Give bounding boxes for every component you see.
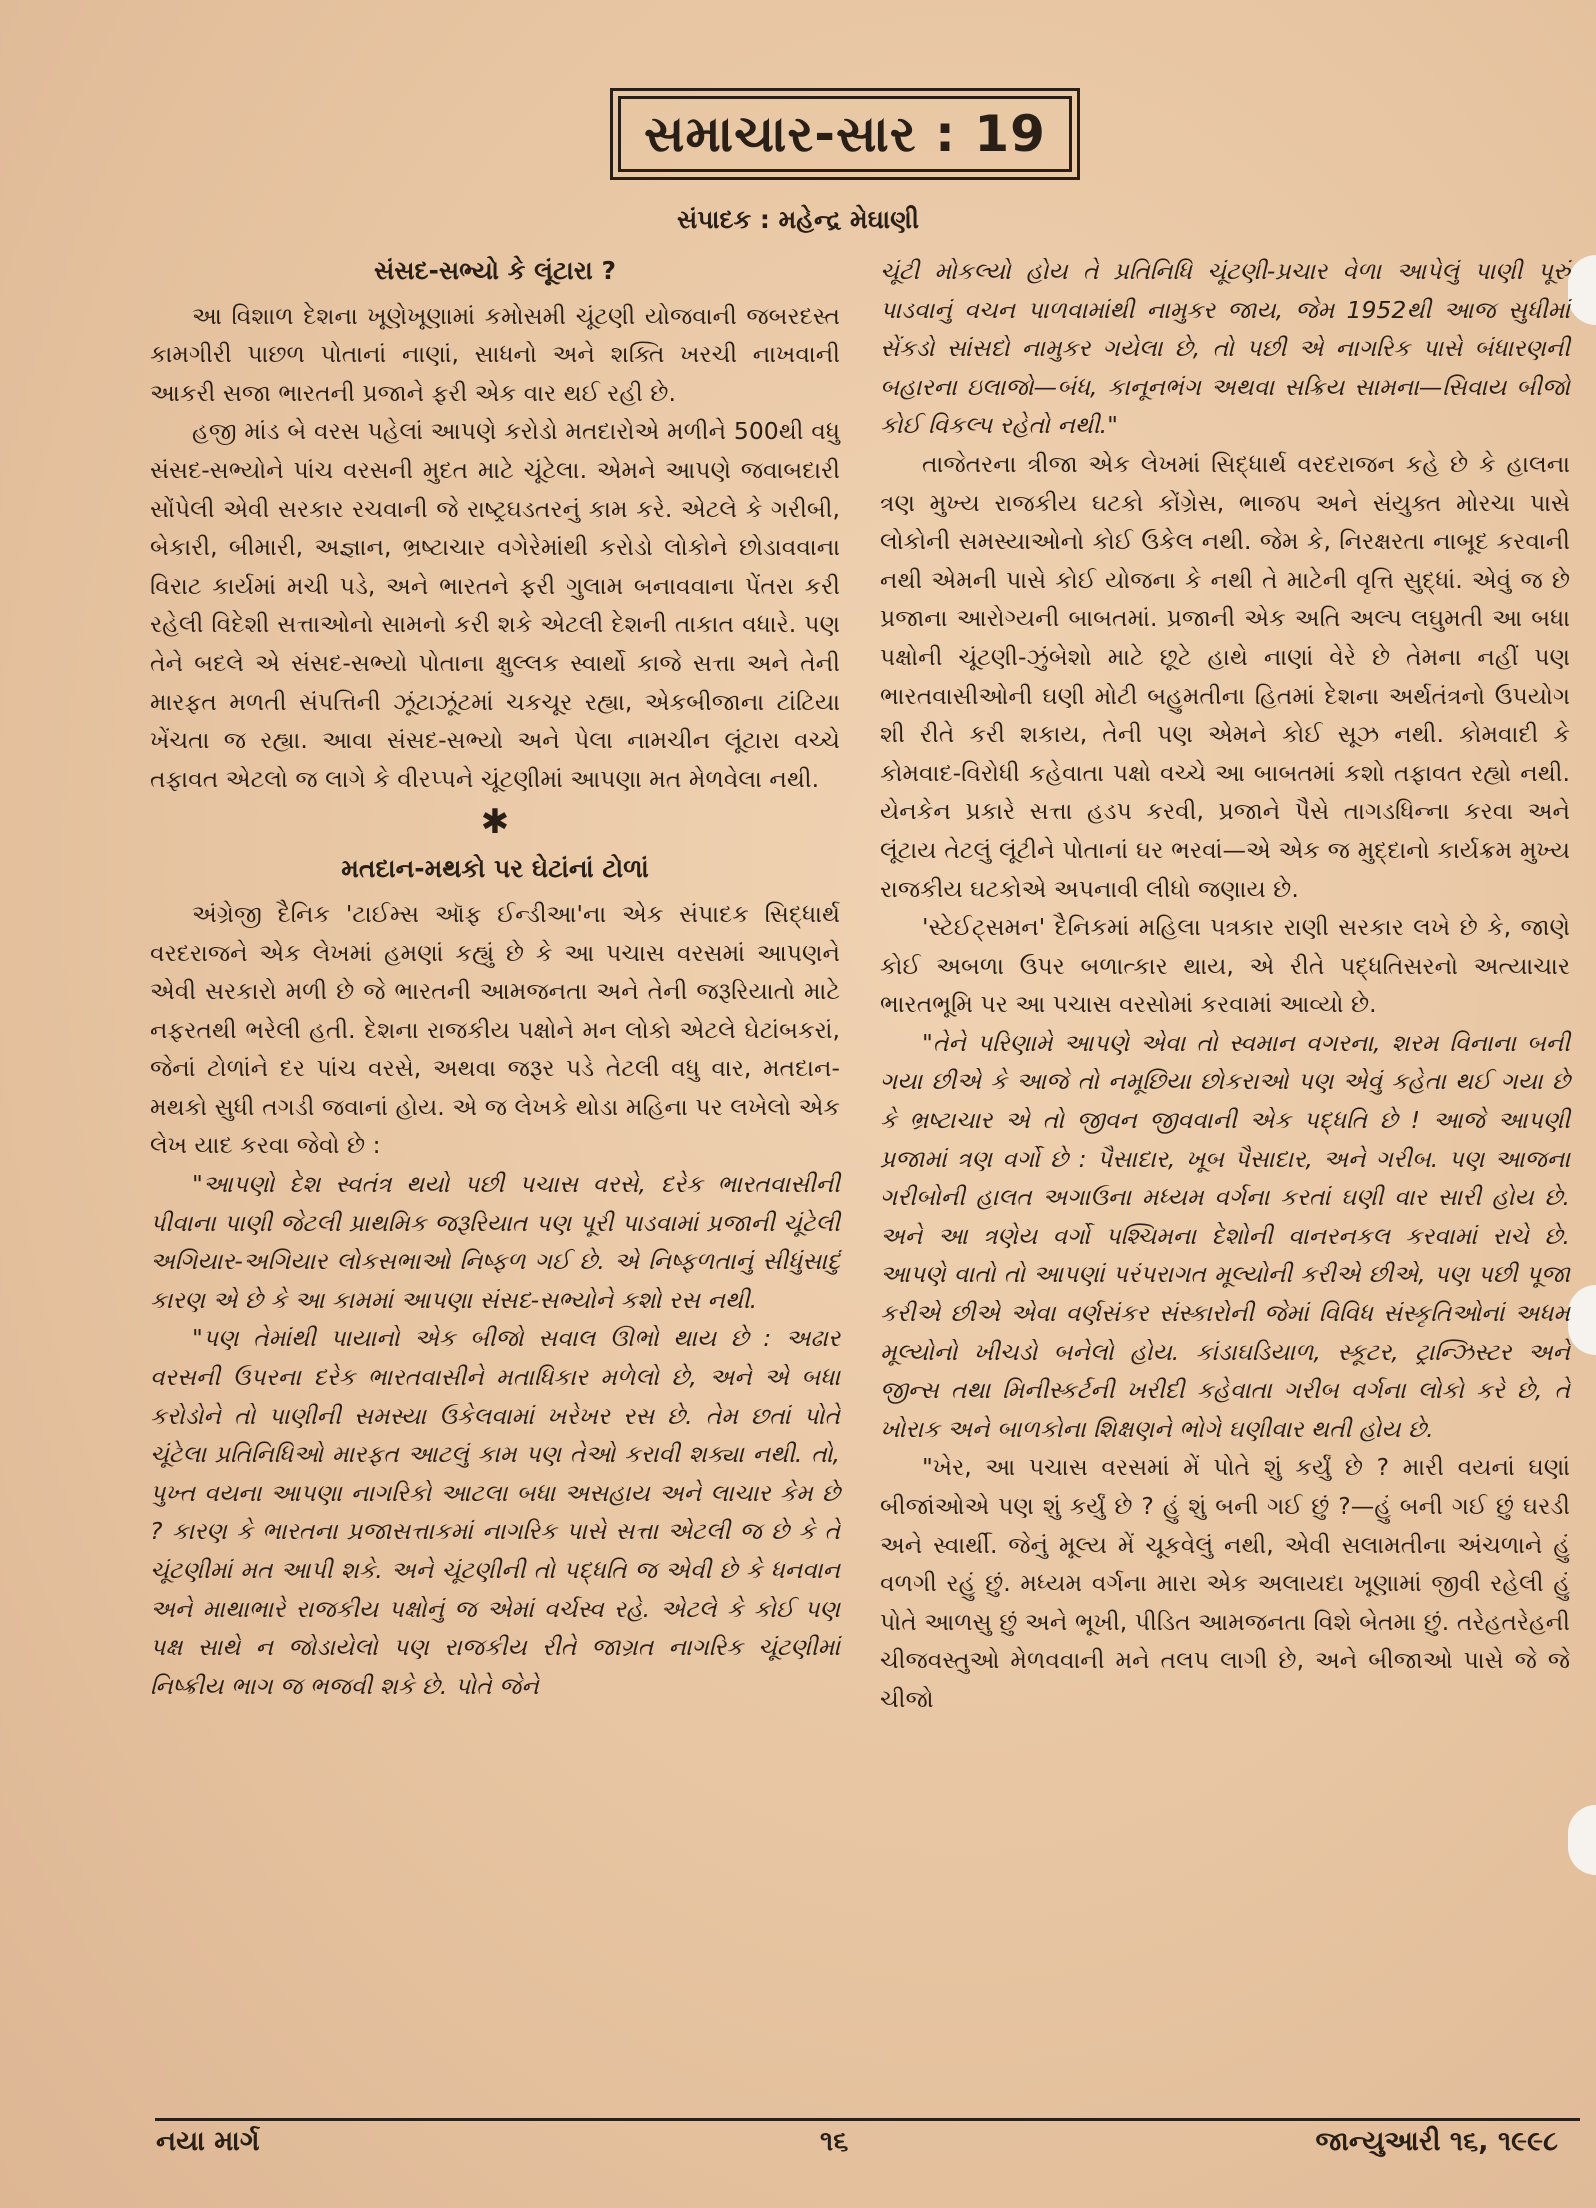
quote-paragraph: "પણ તેમાંથી પાયાનો એક બીજો સવાલ ઊભો થાય છે : અઢાર વરસની ઉપરના દરેક ભારતવાસીને મતાધિકાર મળેલો છે, અને એ બધા કરોડોને તો પાણીની સમસ્યા ઉકેલવામાં ખરેખર રસ છે. તેમ છતાં પોતે ચૂંટેલા પ્રતિનિધિઓ મારફત આટલું કામ પણ તેઓ કરાવી શક્યા નથી. તો, પુખ્ત વયના આપણા નાગરિકો આટલા બધા અસહાય અને લાચાર કેમ છે ? કારણ કે ભારતના પ્રજાસત્તાકમાં નાગરિક પાસે સત્તા એટલી જ છે કે તે ચૂંટણીમાં મત આપી શકે. અને ચૂંટણીની તો પદ્ધતિ જ એવી છે કે ધનવાન અને માથાભારે રાજકીય પક્ષોનું જ એમાં વર્ચસ્વ રહે. એટલે કે કોઈ પણ પક્ષ સાથે ન જોડાયેલો પણ રાજકીય રીતે જાગ્રત નાગરિક ચૂંટણીમાં નિષ્ક્રીય ભાગ જ ભજવી શકે છે. પોતે જેને: [150, 1324, 840, 1700]
title-box: [610, 88, 1080, 180]
issue-date: જાન્યુઆરી ૧૬, ૧૯૯૮: [1315, 2126, 1558, 2157]
paragraph: "ખેર, આ પચાસ વરસમાં મેં પોતે શું કર્યું છે ? મારી વયનાં ઘણાં બીજાંઓએ પણ શું કર્યું છે ? હું શું બની ગઈ છું ?—હું બની ગઈ છું ઘરડી અને સ્વાર્થી. જેનું મૂલ્ય મેં ચૂકવેલું નથી, એવી સલામતીના અંચળાને હું વળગી રહું છું. મધ્યમ વર્ગના મારા એક અલાયદા ખૂણામાં જીવી રહેલી હું પોતે આળસુ છું અને ભૂખી, પીડિત આમજનતા વિશે બેતમા છું. તરેહતરેહની ચીજવસ્તુઓ મેળવવાની મને તલપ લાગી છે, અને બીજાઓ પાસે જે જે ચીજો: [880, 1453, 1570, 1713]
footer-rule: [155, 2118, 1580, 2121]
page-title: સમાચાર-સાર : 19: [618, 96, 1072, 172]
paragraph: આ વિશાળ દેશના ખૂણેખૂણામાં કમોસમી ચૂંટણી યોજવાની જબરદસ્ત કામગીરી પાછળ પોતાનાં નાણાં, સાધનો અને શક્તિ ખરચી નાખવાની આકરી સજા ભારતની પ્રજાને ફરી એક વાર થઈ રહી છે.: [150, 301, 840, 407]
paragraph: તાજેતરના ત્રીજા એક લેખમાં સિદ્ધાર્થ વરદરાજન કહે છે કે હાલના ત્રણ મુખ્ય રાજકીય ઘટકો કોંગ્રેસ, ભાજપ અને સંયુક્ત મોરચા પાસે લોકોની સમસ્યાઓનો કોઈ ઉકેલ નથી. જેમ કે, નિરક્ષરતા નાબૂદ કરવાની નથી એમની પાસે કોઈ યોજના કે નથી તે માટેની વૃત્તિ સુદ્ધાં. એવું જ છે પ્રજાના આરોગ્યની બાબતમાં. પ્રજાની એક અતિ અલ્પ લઘુમતી આ બધા પક્ષોની ચૂંટણી-ઝુંબેશો માટે છૂટે હાથે નાણાં વેરે છે તેમના નહીં પણ ભારતવાસીઓની ઘણી મોટી બહુમતીના હિતમાં દેશના અર્થતંત્રનો ઉપયોગ શી રીતે કરી શકાય, તેની પણ એમને કોઈ સૂઝ નથી. કોમવાદી કે કોમવાદ-વિરોધી કહેવાતા પક્ષો વચ્ચે આ બાબતમાં કશો તફાવત રહ્યો નથી. યેનકેન પ્રકારે સત્તા હડપ કરવી, પ્રજાને પૈસે તાગડધિન્ના કરવા અને લૂંટાય તેટલું લૂંટીને પોતાનાં ઘર ભરવાં—એ એક જ મુદ્દાનો કાર્યક્રમ મુખ્ય રાજકીય ઘટકોએ અપનાવી લીધો જણાય છે.: [880, 449, 1570, 903]
page-number: ૧૬: [820, 2126, 849, 2157]
left-column: [150, 252, 840, 1705]
paragraph: અંગ્રેજી દૈનિક 'ટાઈમ્સ ઑફ ઈન્ડીઆ'ના એક સંપાદક સિદ્ધાર્થ વરદરાજને એક લેખમાં હમણાં કહ્યું છે કે આ પચાસ વરસમાં આપણને એવી સરકારો મળી છે જે ભારતની આમજનતા અને તેની જરૂરિયાતો માટે નફરતથી ભરેલી હતી. દેશના રાજકીય પક્ષોને મન લોકો એટલે ઘેટાંબકરાં, જેનાં ટોળાંને દર પાંચ વરસે, અથવા જરૂર પડે તેટલી વધુ વાર, મતદાન-મથકો સુધી તગડી જવાનાં હોય. એ જ લેખકે થોડા મહિના પર લખેલો એક લેખ યાદ કરવા જેવો છે :: [150, 899, 840, 1160]
editor-line: સંપાદક : મહેન્દ્ર મેઘાણી: [676, 205, 920, 234]
right-column: [880, 252, 1570, 1719]
publication-name: નયા માર્ગ: [156, 2126, 260, 2157]
paragraph: હજી માંડ બે વરસ પહેલાં આપણે કરોડો મતદારોએ મળીને 500થી વધુ સંસદ-સભ્યોને પાંચ વરસની મુદત માટે ચૂંટેલા. એમને આપણે જવાબદારી સોંપેલી એવી સરકાર રચવાની જે રાષ્ટ્રઘડતરનું કામ કરે. એટલે કે ગરીબી, બેકારી, બીમારી, અજ્ઞાન, ભ્રષ્ટાચાર વગેરેમાંથી કરોડો લોકોને છોડાવવાના વિરાટ કાર્યમાં મચી પડે, અને ભારતને ફરી ગુલામ બનાવવાના પેંતરા કરી રહેલી વિદેશી સત્તાઓનો સામનો કરી શકે એટલી દેશની તાકાત વધારે. પણ તેને બદલે એ સંસદ-સભ્યો પોતાના ક્ષુલ્લક સ્વાર્થો કાજે સત્તા અને તેની મારફત મળતી સંપત્તિની ઝૂંટાઝૂંટમાં ચકચૂર રહ્યા, એકબીજાના ટાંટિયા ખેંચતા જ રહ્યા. આવા સંસદ-સભ્યો અને પેલા નામચીન લૂંટારા વચ્ચે તફાવત એટલો જ લાગે કે વીરપ્પને ચૂંટણીમાં આપણા મત મેળવેલા નથી.: [150, 417, 840, 793]
punch-hole: [1568, 255, 1596, 325]
article-heading: મતદાન-મથકો પર ઘેટાંનાં ટોળાં: [341, 854, 649, 884]
article-heading: સંસદ-સભ્યો કે લૂંટારા ?: [374, 256, 616, 285]
quote-paragraph: "તેને પરિણામે આપણે એવા તો સ્વમાન વગરના, શરમ વિનાના બની ગયા છીએ કે આજે તો નમૂછિયા છોકરાઓ પણ એવું કહેતા થઈ ગયા છે કે ભ્રષ્ટાચાર એ તો જીવન જીવવાની એક પદ્ધતિ છે ! આજે આપણી પ્રજામાં ત્રણ વર્ગો છે : પૈસાદાર, ખૂબ પૈસાદાર, અને ગરીબ. પણ આજના ગરીબોની હાલત અગાઉના મધ્યમ વર્ગના કરતાં ઘણી વાર સારી હોય છે. અને આ ત્રણેય વર્ગો પશ્ચિમના દેશોની વાનરનકલ કરવામાં રાચે છે. આપણે વાતો તો આપણાં પરંપરાગત મૂલ્યોની કરીએ છીએ, પણ પછી પૂજા કરીએ છીએ એવા વર્ણસંકર સંસ્કારોની જેમાં વિવિધ સંસ્કૃતિઓનાં અધમ મૂલ્યોનો ખીચડો બનેલો હોય. કાંડાઘડિયાળ, સ્કૂટર, ટ્રાન્ઝિસ્ટર અને જીન્સ તથા મિનીસ્કર્ટની ખરીદી કહેવાતા ગરીબ વર્ગના લોકો કરે છે, તે ખોરાક અને બાળકોના શિક્ષણને ભોગે ઘણીવાર થતી હોય છે.: [880, 1028, 1570, 1443]
punch-hole: [1568, 1285, 1596, 1355]
quote-paragraph: "આપણો દેશ સ્વતંત્ર થયો પછી પચાસ વરસે, દરેક ભારતવાસીની પીવાના પાણી જેટલી પ્રાથમિક જરૂરિયાત પણ પૂરી પાડવામાં પ્રજાની ચૂંટેલી અગિયાર-અગિયાર લોકસભાઓ નિષ્ફળ ગઈ છે. એ નિષ્ફળતાનું સીધુંસાદું કારણ એ છે કે આ કામમાં આપણા સંસદ-સભ્યોને કશો રસ નથી.: [150, 1170, 840, 1314]
quote-paragraph: ચૂંટી મોકલ્યો હોય તે પ્રતિનિધિ ચૂંટણી-પ્રચાર વેળા આપેલું પાણી પૂરું પાડવાનું વચન પાળવામાંથી નામુકર જાય, જેમ 1952થી આજ સુધીમાં સેંકડો સાંસદો નામુકર ગયેલા છે, તો પછી એ નાગરિક પાસે બંધારણની બહારના ઇલાજો—બંધ, કાનૂનભંગ અથવા સક્રિય સામના—સિવાય બીજો કોઈ વિકલ્પ રહેતો નથી.": [880, 257, 1570, 440]
separator-icon: ✱: [480, 802, 510, 843]
punch-hole: [1568, 1805, 1596, 1875]
paragraph: 'સ્ટેઈટ્સમન' દૈનિકમાં મહિલા પત્રકાર રાણી સરકાર લખે છે કે, જાણે કોઈ અબળા ઉપર બળાત્કાર થાય, એ રીતે પદ્ધતિસરનો અત્યાચાર ભારતભૂમિ પર આ પચાસ વરસોમાં કરવામાં આવ્યો છે.: [880, 913, 1570, 1019]
